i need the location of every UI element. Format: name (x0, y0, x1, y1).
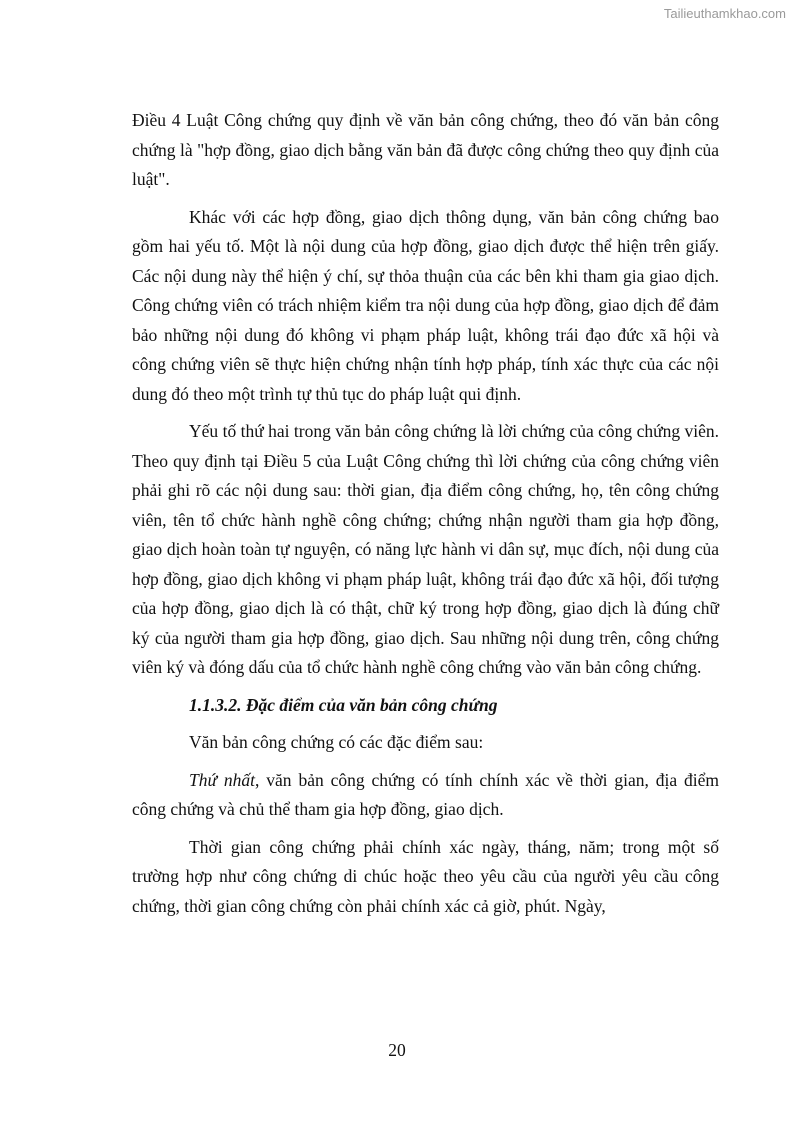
paragraph-5-lead: Thứ nhất (189, 769, 256, 790)
document-body (132, 106, 719, 929)
paragraph-6: Thời gian công chứng phải chính xác ngày, tháng, năm; trong một số trường hợp như công chứng di chúc hoặc theo yêu cầu của người yêu cầu công chứng, thời gian công chứng còn phải chính xác cả giờ, phút. Ngày, (132, 836, 719, 916)
paragraph-5-rest: , văn bản công chứng có tính chính xác về thời gian, địa điểm công chứng và chủ thể tham gia hợp đồng, giao dịch. (132, 769, 719, 819)
paragraph-2: Khác với các hợp đồng, giao dịch thông dụng, văn bản công chứng bao gồm hai yếu tố. Một là nội dung của hợp đồng, giao dịch được thể hiện trên giấy. Các nội dung này thể hiện ý chí, sự thỏa thuận của các bên khi tham gia giao dịch. Công chứng viên có trách nhiệm kiểm tra nội dung của hợp đồng, giao dịch để đảm bảo những nội dung đó không vi phạm pháp luật, không trái đạo đức xã hội và công chứng viên sẽ thực hiện chứng nhận tính hợp pháp, tính xác thực của các nội dung đó theo một trình tự thủ tục do pháp luật qui định. (132, 206, 719, 404)
watermark: Tailieuthamkhao.com (663, 6, 786, 21)
page-number: 20 (388, 1040, 406, 1060)
paragraph-5 (132, 766, 719, 825)
paragraph-3: Yếu tố thứ hai trong văn bản công chứng là lời chứng của công chứng viên. Theo quy định tại Điều 5 của Luật Công chứng thì lời chứng của công chứng viên phải ghi rõ các nội dung sau: thời gian, địa điểm công chứng, họ, tên công chứng viên, tên tổ chức hành nghề công chứng; chứng nhận người tham gia hợp đồng, giao dịch hoàn toàn tự nguyện, có năng lực hành vi dân sự, mục đích, nội dung của hợp đồng, giao dịch không vi phạm pháp luật, không trái đạo đức xã hội, đối tượng của hợp đồng, giao dịch là có thật, chữ ký trong hợp đồng, giao dịch là đúng chữ ký của người tham gia hợp đồng, giao dịch. Sau những nội dung trên, công chứng viên ký và đóng dấu của tổ chức hành nghề công chứng vào văn bản công chứng. (132, 421, 719, 677)
paragraph-1: Điều 4 Luật Công chứng quy định về văn bản công chứng, theo đó văn bản công chứng là "hợp đồng, giao dịch bằng văn bản đã được công chứng theo quy định của luật". (132, 110, 719, 189)
paragraph-4: Văn bản công chứng có các đặc điểm sau: (189, 732, 484, 752)
section-heading: 1.1.3.2. Đặc điểm của văn bản công chứng (189, 694, 498, 715)
